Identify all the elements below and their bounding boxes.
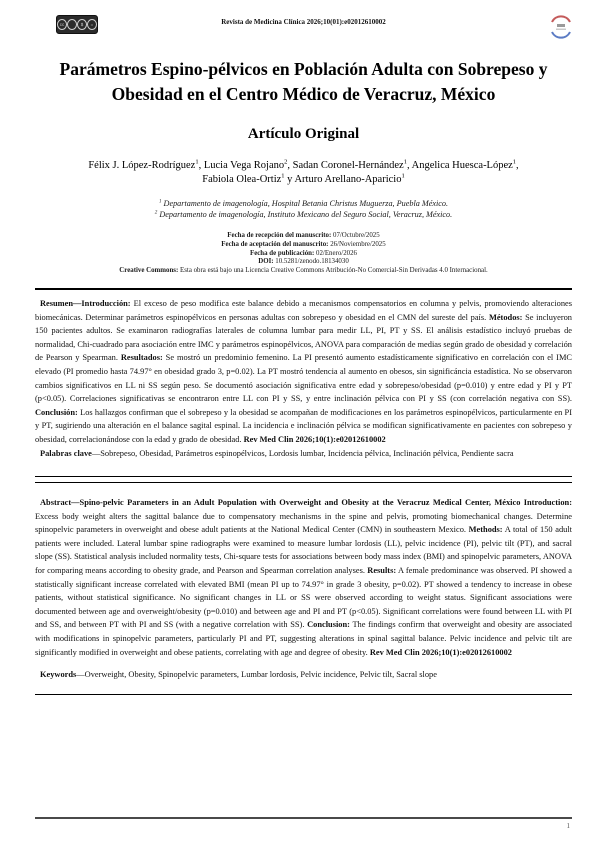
date-received-line: Fecha de recepción del manuscrito: 07/Octubre/2025: [227, 232, 380, 239]
cc-nd-icon: =: [87, 19, 97, 30]
affiliations: [35, 199, 572, 220]
footer-rule: [35, 817, 572, 819]
resumen-paragraph: Resumen—Introducción: El exceso de peso modifica este balance debido a mecanismos compensatorios en columna y pelvis, promoviendo alteraciones biomecánicas. Determinar parámetros espinopélvicos en personas adultas con sobrepeso y obesidad en el CMN del sureste del país. Métodos: Se incluyeron 150 pacientes adultos. Se examinaron radiografías laterales de columna lumbar para medir LL, PI, PT y SS. El análisis estadístico incluyó pruebas de normalidad, Chi-cuadrado para asociación entre IMC y parámetros espinopélvicos, ANOVA para comparación de medias según grado de obesidad y correlación de Pearson y Spearman. Resultados: Se mostró un predominio femenino. La PI presentó aumento estadísticamente significativo en correlación con el IMC elevado (PI promedio hasta 74.97° en obesidad grado 3, p=0.02). La PT mostró tendencia al aumento en obesos, sin significáncia estadística. No se observaron cambios significativos en LL ni SS según peso. Se documentó asociación significativa entre edad y sobrepeso/obesidad (p=0.010) y entre edad y PI y PT (p<0.05). Correlaciones significativas se encontraron entre LL con PI y SS, y entre inclinación pélvica con PI y SS (con correlación negativa con SS). Conclusión: Los hallazgos confirman que el sobrepeso y la obesidad se acompañan de modificaciones en los parámetros espinopélvicos, particularmente en PI y PT, sugiriendo una alteración en el balance sagital espinal. La incidencia e inclinación pélvica se modifican significativamente en pacientes con sobrepeso y obesidad, correlacionándose con la edad y grado de obesidad. Rev Med Clin 2026;10(1):e02012610002: [35, 298, 572, 444]
doi-line: DOI: 10.5281/zenodo.18134030: [258, 258, 349, 266]
resumen-top-rule: [35, 288, 572, 290]
manuscript-meta: [35, 232, 572, 276]
palabras-clave-line: Palabras clave—Sobrepeso, Obesidad, Parámetros espinopélvicos, Lordosis lumbar, Incidencia pélvica, Inclinación pélvica, Pendiente sacra: [40, 448, 514, 458]
affiliation-2: $^2$ Departamento de imagenología, Instituto Mexicano del Seguro Social, Veracruz, México.: [154, 208, 453, 219]
cc-icon: cc: [57, 19, 67, 30]
page-number: 1: [566, 822, 570, 830]
abstract-paragraph: Abstract—Spino-pelvic Parameters in an Adult Population with Overweight and Obesity at the Veracruz Medical Center, México Introduction: Excess body weight alters the sagittal balance due to compensatory mechanisms in the spine and pelvis, promoting biomechanical changes. Determine spinopelvic parameters in overweight and obese adult patients at the National Medical Center (CMN) in southeastern Mexico. Methods: A total of 150 adult patients were included. Lateral lumbar spine radiographs were examined to measure lumbar lordosis (LL), pelvic incidence (PI), pelvic tilt (PT), and sacral slope (SS). Statistical analysis included normality tests, Chi-square tests for associations between body mass index (BMI) and spinopelvic parameters, ANOVA for comparing means according to obesity grade, and Pearson and Spearman correlation analyses. Results: A female predominance was observed. PI showed a statistically significant increase correlated with elevated BMI (mean PI up to 74.97° in grade 3 obesity, p=0.02). PT showed a tendency to increase in obese patients, without statistical significance. No significant changes in LL or SS were observed according to weight status. Significant associations were documented between age and overweight/obesity (p=0.010) and between age and PI and PT (p<0.05). Significant correlations were found between LL with PI and SS, and between PT with PI and SS (with a negative correlation with SS). Conclusion: The findings confirm that overweight and obesity are associated with modifications in spinopelvic parameters, particularly PI and PT, suggesting alterations in spinal sagittal balance. Pelvic incidence and pelvic tilt are significantly modified in overweight and obese patients, correlating with age and degree of obesity. Rev Med Clin 2026;10(1):e02012610002: [35, 498, 572, 657]
date-accepted-line: Fecha de aceptación del manuscrito: 26/Noviembre/2025: [221, 240, 386, 248]
affiliation-1: $^1$ Departamento de imagenología, Hospital Betania Christus Muguerza, Puebla México.: [158, 198, 449, 208]
authors-line: Félix J. López-Rodríguez$^1$, Lucia Vega Rojano$^2$, Sadan Coronel-Hernández$^1$, Angelica Huesca-López$^1$, Fabiola Olea-Ortiz$^1$ y Arturo Arellano-Aparicio$^1$: [88, 158, 519, 185]
creative-commons-line: Creative Commons: Esta obra está bajo una Licencia Creative Commons Atribución-No Comercial-Sin Derivadas 4.0 Internacional.: [119, 267, 488, 275]
date-published-line: Fecha de publicación: 02/Enero/2026: [249, 249, 357, 257]
section-divider-double-rule: [35, 476, 572, 483]
journal-logo-icon: [548, 14, 574, 40]
journal-header-line: Revista de Medicina Clínica 2026;10(01):e02012610002: [221, 18, 386, 26]
keywords-line: Keywords—Overweight, Obesity, Spinopelvic parameters, Lumbar lordosis, Pelvic incidence, Pelvic tilt, Sacral slope: [40, 670, 437, 680]
article-type-heading: Artículo Original: [247, 126, 360, 142]
cc-nc-icon: $: [77, 19, 87, 30]
abstract-bottom-rule: [35, 694, 572, 695]
paper-title: Parámetros Espino-pélvicos en Población Adulta con Sobrepeso y Obesidad en el Centro Médico de Veracruz, México: [59, 59, 548, 104]
